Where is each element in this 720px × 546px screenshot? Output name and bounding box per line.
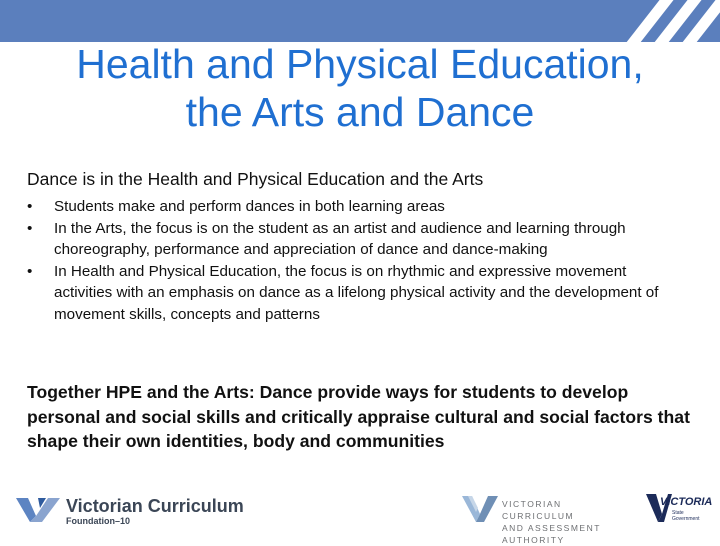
lead-sentence: Dance is in the Health and Physical Education and the Arts bbox=[27, 169, 484, 189]
vic-sub-line-2: Government bbox=[672, 516, 700, 522]
vc-chevron-icon bbox=[16, 494, 62, 524]
bullet-marker: • bbox=[27, 198, 33, 215]
summary-paragraph: Together HPE and the Arts: Dance provide ways for students to develop personal and social skills and critically appraise cultural and social factors that shape their own identities, body and communities bbox=[27, 382, 690, 451]
vcaa-line-2: AND ASSESSMENT AUTHORITY bbox=[502, 523, 601, 545]
vcaa-line-1: VICTORIAN CURRICULUM bbox=[502, 499, 575, 521]
bullet-item bbox=[27, 196, 687, 218]
vcaa-logo bbox=[462, 494, 632, 545]
vic-subtitle bbox=[672, 510, 700, 522]
vcaa-v-icon bbox=[462, 494, 498, 524]
title-line-2: the Arts and Dance bbox=[185, 89, 535, 135]
bullet-item bbox=[27, 261, 687, 326]
header-bar bbox=[0, 0, 720, 42]
vc-subtitle: Foundation–10 bbox=[66, 516, 131, 526]
bullet-text: Students make and perform dances in both learning areas bbox=[54, 198, 445, 215]
slide-title bbox=[0, 40, 720, 136]
vcaa-name bbox=[502, 498, 632, 546]
bullet-text: In the Arts, the focus is on the student as an artist and audience and learning through choreography, performance and appreciation of dance and dance-making bbox=[54, 219, 626, 258]
vc-name: Victorian Curriculum bbox=[66, 496, 244, 516]
victoria-government-logo bbox=[646, 492, 713, 528]
victorian-curriculum-logo bbox=[16, 492, 256, 526]
title-line-1: Health and Physical Education, bbox=[76, 41, 644, 87]
bullet-text: In Health and Physical Education, the focus is on rhythmic and expressive movement activities with an emphasis on dance as a lifelong physical activity and the development of movement skills, concepts and patterns bbox=[54, 262, 659, 323]
vic-name: VICTORIA bbox=[660, 496, 713, 508]
bullet-item bbox=[27, 218, 687, 261]
vic-sub-line-1: State bbox=[672, 510, 684, 516]
bullet-marker: • bbox=[27, 262, 33, 280]
bullet-list bbox=[27, 196, 687, 325]
bullet-marker: • bbox=[27, 219, 33, 237]
